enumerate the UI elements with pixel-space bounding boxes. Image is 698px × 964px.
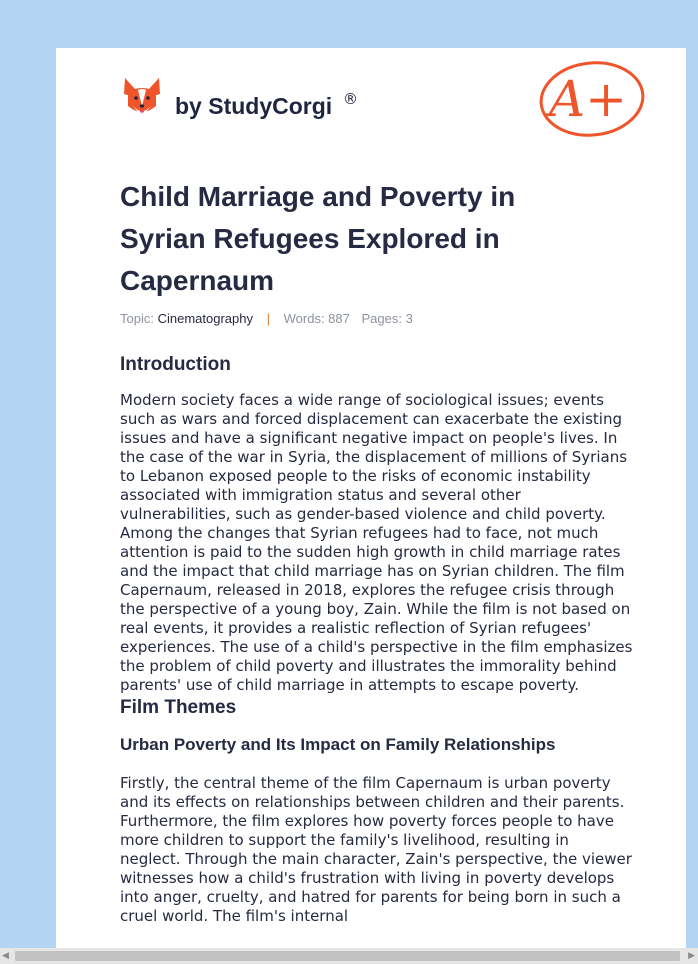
registered-mark: ® bbox=[343, 90, 358, 108]
subsection-heading-urban-poverty: Urban Poverty and Its Impact on Family Relationships bbox=[120, 735, 556, 754]
topic-label: Topic: bbox=[120, 311, 154, 326]
grade-text: A+ bbox=[548, 70, 628, 128]
logo-wordmark: by StudyCorgi bbox=[175, 93, 333, 119]
scrollbar-thumb[interactable] bbox=[15, 951, 680, 961]
page-title: Child Marriage and Poverty in Syrian Refugees Explored in Capernaum bbox=[120, 181, 516, 296]
document-page bbox=[56, 48, 686, 964]
paragraph-introduction: Modern society faces a wide range of sociological issues; events such as wars and forced displacement can exacerbate the existing issues and have a significant negative impact on people's lives. In the case of the war in Syria, the displacement of millions of Syrians to Lebanon exposed people to the risks of economic instability associated with immigration status and several other vulnerabilities, such as gender-based violence and child poverty. Among the changes that Syrian refugees had to face, not much attention is paid to the sudden high growth in child marriage rates and the impact that child marriage has on Syrian children. The film Capernaum, released in 2018, explores the refugee crisis through the perspective of a young boy, Zain. While the film is not based on real events, it provides a realistic reflection of Syrian refugees' experiences. The use of a child's perspective in the film emphasizes the problem of child poverty and illustrates the immorality behind parents' use of child marriage in attempts to escape poverty. bbox=[120, 391, 633, 694]
section-heading-introduction: Introduction bbox=[120, 354, 231, 375]
meta-separator: | bbox=[266, 311, 270, 326]
article-meta bbox=[120, 311, 413, 326]
a-plus-grade-icon bbox=[538, 60, 648, 140]
section-heading-film-themes: Film Themes bbox=[120, 697, 237, 718]
corgi-logo-icon bbox=[122, 76, 162, 120]
scroll-right-icon[interactable]: ▶ bbox=[688, 951, 695, 961]
grade-badge bbox=[538, 60, 648, 140]
studycorgi-logo[interactable] bbox=[122, 76, 362, 126]
page-count: Pages: 3 bbox=[361, 311, 413, 326]
scroll-left-icon[interactable]: ◀ bbox=[2, 951, 9, 961]
paragraph-urban-poverty: Firstly, the central theme of the film Capernaum is urban poverty and its effects on relationships between children and their parents. Furthermore, the film explores how poverty forces people to have more children to support the family's livelihood, resulting in neglect. Through the main character, Zain's perspective, the viewer witnesses how a child's frustration with living in poverty develops into anger, cruelty, and hatred for parents for being born in such a cruel world. The film's internal bbox=[120, 774, 632, 925]
word-count: Words: 887 bbox=[283, 311, 350, 326]
topic-link[interactable]: Cinematography bbox=[157, 311, 253, 326]
horizontal-scrollbar[interactable] bbox=[0, 948, 698, 964]
article-body bbox=[120, 353, 634, 926]
